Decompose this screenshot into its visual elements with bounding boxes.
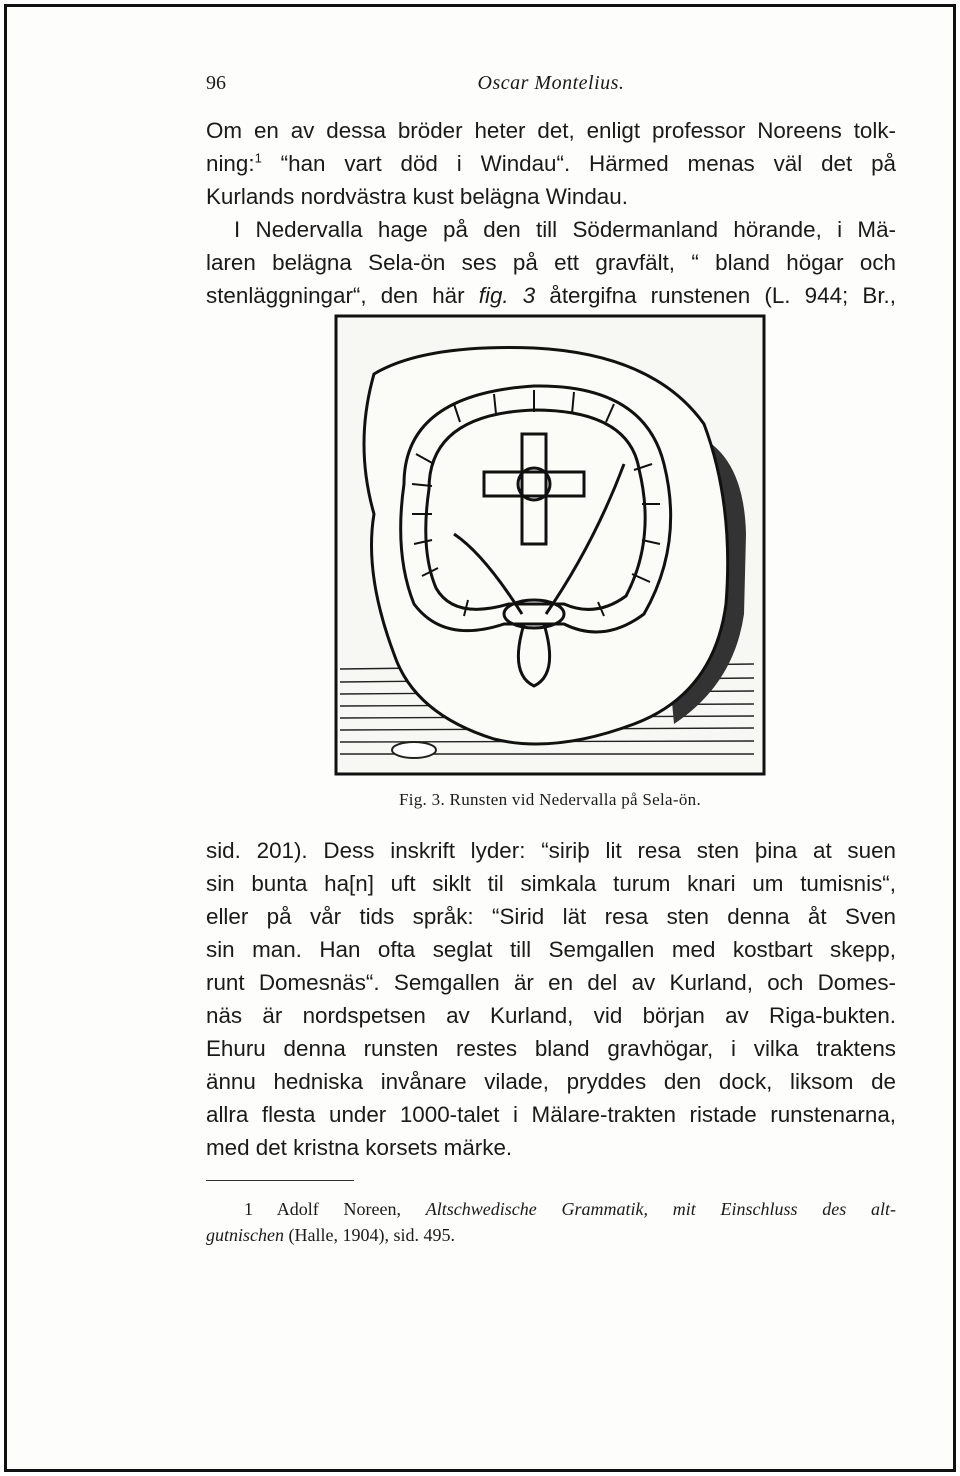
figure-ref: fig. 3 <box>478 283 536 308</box>
page-number: 96 <box>206 72 226 94</box>
text-line: runt Domesnäs“. Semgallen är en del av Kurland, och Domes- <box>206 970 896 995</box>
text-line: med det kristna korsets märke. <box>206 1135 513 1160</box>
footnote-line: 1 Adolf Noreen, Altschwedische Grammatik, mit Einschluss des alt- <box>244 1199 896 1219</box>
footnote-marker: 1 <box>244 1199 253 1219</box>
text-line: stenläggningar“, den här fig. 3 återgifna runstenen (L. 944; Br., <box>206 283 897 308</box>
text-line: näs är nordspetsen av Kurland, vid början av Riga-bukten. <box>206 1003 896 1028</box>
text-line: sin bunta ha[n] uft siklt til simkala turum knari um tumisnis“, <box>206 871 896 896</box>
text-line: I Nedervalla hage på den till Södermanland hörande, i Mä- <box>234 217 896 242</box>
running-title: Oscar Montelius. <box>477 72 625 94</box>
footnote-line: gutnischen (Halle, 1904), sid. 495. <box>206 1225 455 1245</box>
text-line: Ehuru denna runsten restes bland gravhögar, i vilka traktens <box>206 1036 896 1061</box>
text-line: sin man. Han ofta seglat till Semgallen med kostbart skepp, <box>206 937 896 962</box>
text-line: allra flesta under 1000-talet i Mälare-trakten ristade runstenarna, <box>206 1102 896 1127</box>
text-line: ännu hedniska invånare vilade, pryddes den dock, liksom de <box>206 1069 896 1094</box>
text-line: ning:$^1$ “han vart död i Windau“. Härmed menas väl det på <box>206 150 896 176</box>
text-line: laren belägna Sela-ön ses på ett gravfält, “ bland högar och <box>206 250 896 275</box>
paragraph-1 <box>206 114 896 312</box>
footnote-rule <box>206 1180 354 1181</box>
footnote <box>206 1196 896 1248</box>
runestone-illustration <box>334 314 766 776</box>
running-head <box>206 72 896 100</box>
paragraph-2 <box>206 834 896 1164</box>
figure-caption: Fig. 3. Runsten vid Nedervalla på Sela-ön. <box>398 790 701 809</box>
text-line: eller på vår tids språk: “Sirid lät resa sten denna åt Sven <box>206 904 896 929</box>
text-line: Kurlands nordvästra kust belägna Windau. <box>206 184 628 209</box>
runestone-figure <box>334 314 766 776</box>
text-line: sid. 201). Dess inskrift lyder: “siriþ lit resa sten þina at suen <box>206 838 896 863</box>
text-line: Om en av dessa bröder heter det, enligt professor Noreens tolk- <box>206 118 896 143</box>
footnote-ref: 1 <box>254 150 262 166</box>
